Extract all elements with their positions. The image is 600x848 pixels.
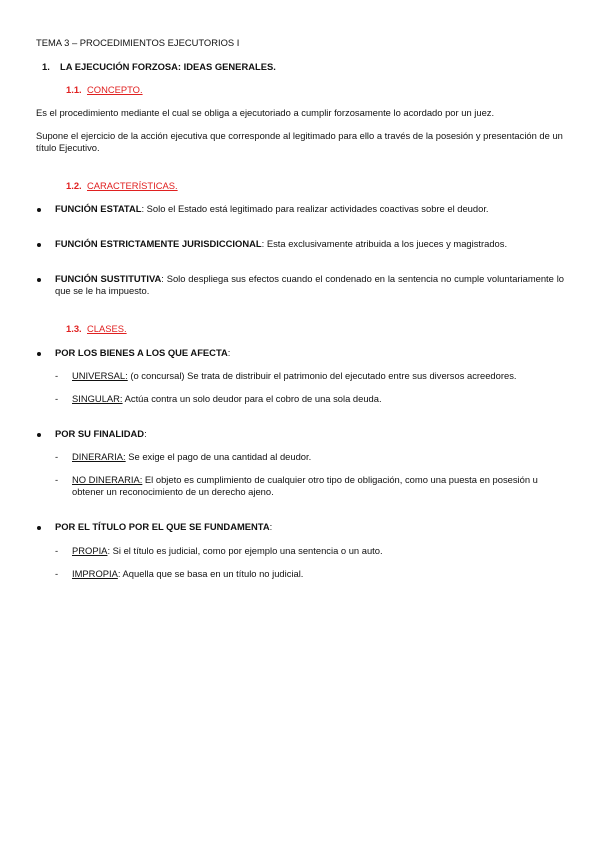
bullet-icon xyxy=(37,278,41,282)
caracteristica-item xyxy=(55,238,507,250)
caracteristica-text: Solo despliega sus efectos cuando el condenado en la sentencia no cumple voluntariamente lo que se le ha impuesto. xyxy=(55,273,564,296)
dash-marker: - xyxy=(55,545,59,556)
separator: : xyxy=(227,347,231,358)
section-1-number: 1. xyxy=(42,61,50,72)
separator: : xyxy=(144,428,147,439)
dash-marker: - xyxy=(55,393,59,404)
caracteristica-term: FUNCIÓN ESTATAL xyxy=(55,203,142,214)
clase-term: SINGULAR: xyxy=(72,393,123,404)
clase-item xyxy=(72,545,383,557)
section-1-3-title: CLASES. xyxy=(87,323,127,334)
clase-item xyxy=(72,474,568,498)
clase-item xyxy=(72,451,311,463)
bullet-icon xyxy=(37,352,41,356)
clase-group-title: POR SU FINALIDAD xyxy=(55,428,145,439)
clase-text: Actúa contra un solo deudor para el cobro de una sola deuda. xyxy=(122,393,382,404)
caracteristica-item xyxy=(55,203,489,215)
clase-term: NO DINERARIA: xyxy=(72,474,143,485)
clase-item xyxy=(72,568,303,580)
clase-text: El objeto es cumplimiento de cualquier otro tipo de obligación, como una puesta en posesión u obtener un reconocimiento de un derecho ajeno. xyxy=(72,474,538,497)
section-1-3-number: 1.3. xyxy=(66,323,82,334)
clase-term: DINERARIA: xyxy=(72,451,126,462)
caracteristica-item xyxy=(55,273,564,297)
dash-marker: - xyxy=(55,568,59,579)
clase-item xyxy=(72,370,517,382)
clase-group-title: POR LOS BIENES A LOS QUE AFECTA xyxy=(55,347,228,358)
clase-term: PROPIA xyxy=(72,545,108,556)
caracteristica-term: FUNCIÓN ESTRICTAMENTE JURISDICCIONAL xyxy=(55,238,262,249)
clase-text: (o concursal) Se trata de distribuir el patrimonio del ejecutado entre sus diversos acreedores. xyxy=(127,370,517,381)
bullet-icon xyxy=(37,433,41,437)
clase-term: IMPROPIA xyxy=(72,568,118,579)
clase-text: Se exige el pago de una cantidad al deudor. xyxy=(125,451,312,462)
caracteristica-text: Solo el Estado está legitimado para realizar actividades coactivas sobre el deudor. xyxy=(146,203,489,214)
dash-marker: - xyxy=(55,370,59,381)
clase-item xyxy=(72,393,382,405)
concepto-paragraph-1: Es el procedimiento mediante el cual se obliga a ejecutoriado a cumplir forzosamente lo acordado por un juez. xyxy=(36,107,495,118)
clase-text: : Aquella que se basa en un título no judicial. xyxy=(117,568,304,579)
document-header: TEMA 3 – PROCEDIMIENTOS EJECUTORIOS I xyxy=(36,37,240,48)
dash-marker: - xyxy=(55,474,59,485)
clase-group-heading xyxy=(55,428,147,440)
dash-marker: - xyxy=(55,451,59,462)
concepto-paragraph-2: Supone el ejercicio de la acción ejecutiva que corresponde al legitimado para ello a través de la posesión y presentación de un título Ejecutivo. xyxy=(36,130,563,153)
separator: : xyxy=(269,521,273,532)
section-1-2-title: CARACTERÍSTICAS. xyxy=(87,180,178,191)
clase-group-title: POR EL TÍTULO POR EL QUE SE FUNDAMENTA xyxy=(55,521,270,532)
section-1-2-number: 1.2. xyxy=(66,180,82,191)
section-1-1-title: CONCEPTO. xyxy=(87,84,143,95)
separator: : xyxy=(141,203,147,214)
section-1-title: LA EJECUCIÓN FORZOSA: IDEAS GENERALES. xyxy=(60,61,276,72)
bullet-icon xyxy=(37,243,41,247)
clase-term: UNIVERSAL: xyxy=(72,370,128,381)
caracteristica-text: Esta exclusivamente atribuida a los jueces y magistrados. xyxy=(266,238,508,249)
clase-text: : Si el título es judicial, como por ejemplo una sentencia o un auto. xyxy=(107,545,383,556)
clase-group-heading xyxy=(55,347,230,359)
section-1-1-number: 1.1. xyxy=(66,84,82,95)
bullet-icon xyxy=(37,208,41,212)
caracteristica-term: FUNCIÓN SUSTITUTIVA xyxy=(55,273,162,284)
clase-group-heading xyxy=(55,521,272,533)
separator: : xyxy=(161,273,167,284)
separator: : xyxy=(261,238,267,249)
bullet-icon xyxy=(37,526,41,530)
